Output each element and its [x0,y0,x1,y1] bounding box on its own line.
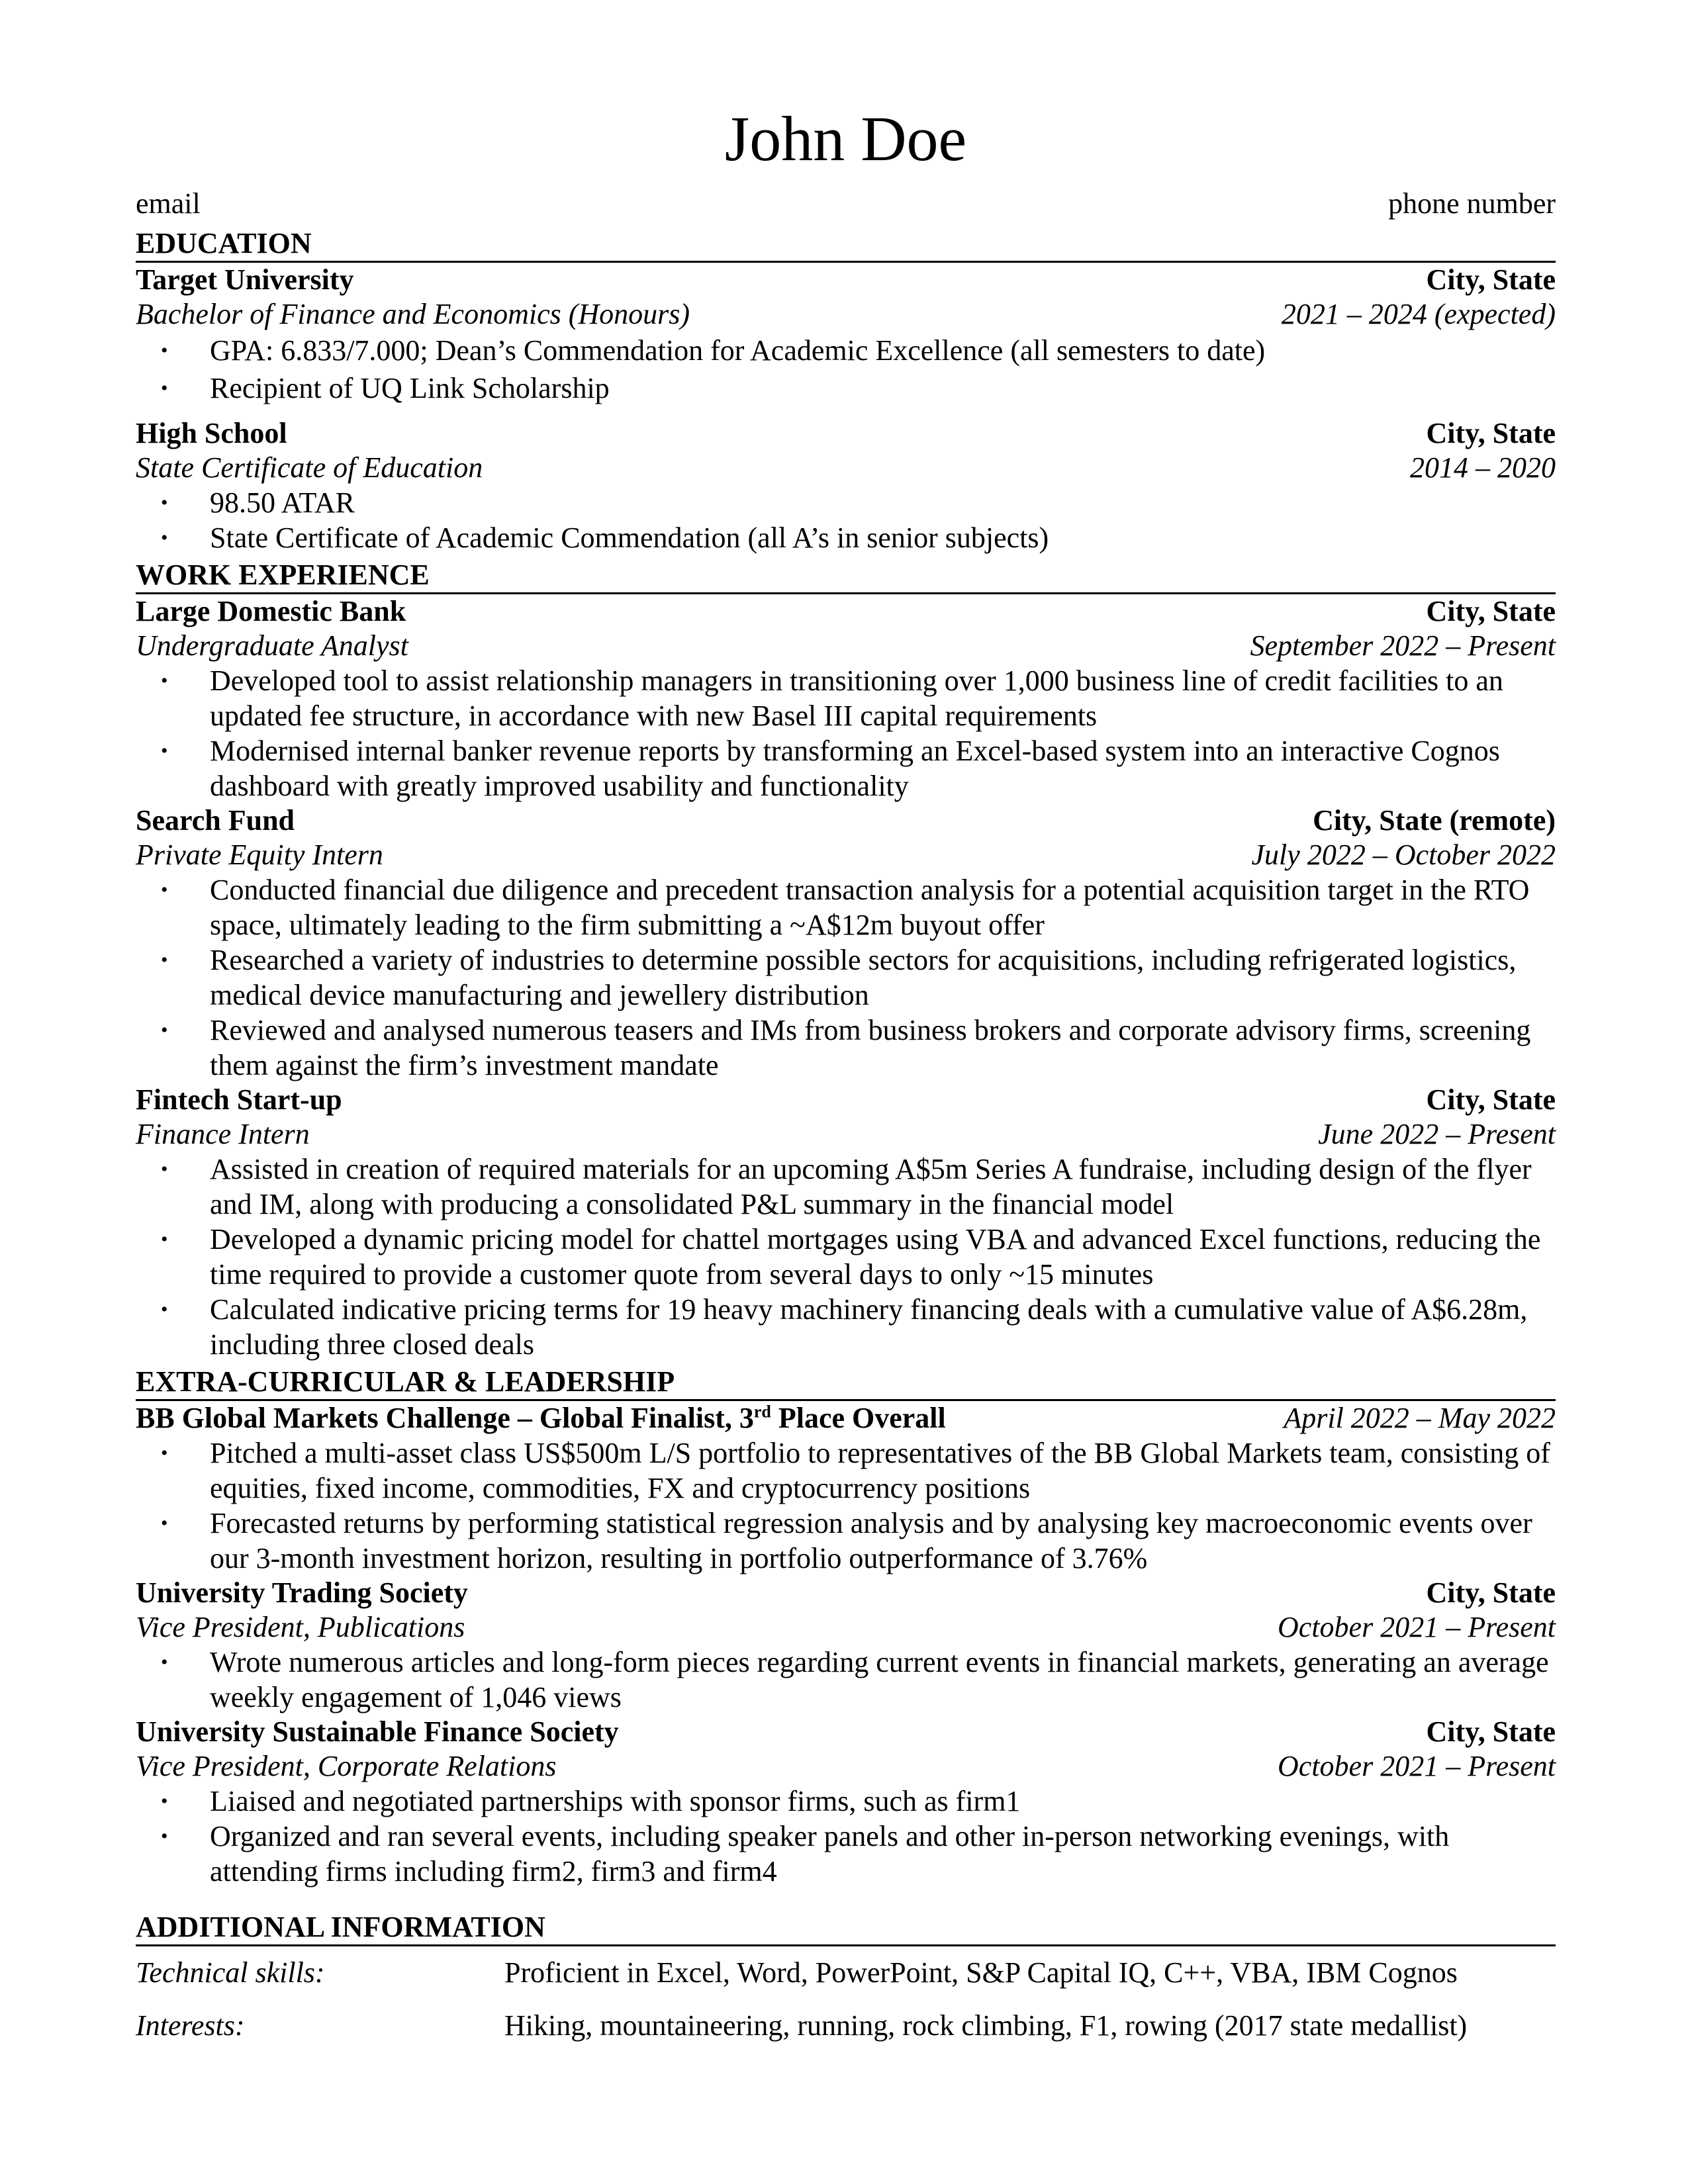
technical-skills-row [136,1946,1556,1999]
entry-location: City, State [1426,1576,1556,1609]
extra-entry-trading-society [136,1576,1556,1715]
entry-org: High School [136,417,287,449]
entry-location: City, State [1426,595,1556,627]
bullet-item: • Conducted financial due diligence and precedent transaction analysis for a potential acquisition target in the RTO space, ultimately leading to the firm submitting a ~A$12m buyout offer [136,872,1556,942]
bullet-item: • Developed a dynamic pricing model for chattel mortgages using VBA and advanced Excel functions, reducing the time required to provide a customer quote from several days to only ~15 minutes [136,1222,1556,1292]
bullet-item: • 98.50 ATAR [136,485,1556,520]
entry-location: City, State [1426,417,1556,449]
contact-row [136,184,1556,224]
bullet-item: • Organized and ran several events, including speaker panels and other in-person networking evenings, with attending firms including firm2, firm3 and firm4 [136,1819,1556,1889]
bullet-item: • Wrote numerous articles and long-form pieces regarding current events in financial markets, generating an average weekly engagement of 1,046 views [136,1645,1556,1715]
bullet-item: • Recipient of UQ Link Scholarship [136,369,1556,407]
bullet-item: • Modernised internal banker revenue reports by transforming an Excel-based system into an interactive Cognos dashboard with greatly improved usability and functionality [136,733,1556,803]
work-entry-search-fund [136,803,1556,1083]
entry-org: University Sustainable Finance Society [136,1715,619,1748]
extra-entry-sustainable-finance [136,1715,1556,1889]
entry-location: City, State [1426,1715,1556,1748]
bullet-item: • Pitched a multi-asset class US$500m L/S portfolio to representatives of the BB Global Markets team, consisting of equities, fixed income, commodities, FX and cryptocurrency positions [136,1435,1556,1506]
entry-dates: October 2021 – Present [1278,1611,1556,1643]
section-education-heading: EDUCATION [136,226,1556,263]
education-entry-high-school [136,416,1556,555]
entry-org: Target University [136,263,354,296]
entry-dates: July 2022 – October 2022 [1251,839,1556,871]
entry-location: City, State (remote) [1313,804,1556,837]
bullet-item: • Researched a variety of industries to determine possible sectors for acquisitions, including refrigerated logistics, medical device manufacturing and jewellery distribution [136,942,1556,1013]
entry-org: University Trading Society [136,1576,468,1609]
entry-dates: April 2022 – May 2022 [1284,1402,1556,1434]
info-value: Hiking, mountaineering, running, rock climbing, F1, rowing (2017 state medallist) [504,2009,1468,2042]
entry-title: Vice President, Corporate Relations [136,1750,557,1782]
bullet-item: • Reviewed and analysed numerous teasers and IMs from business brokers and corporate advisory firms, screening them against the firm’s investment mandate [136,1013,1556,1083]
entry-title: Finance Intern [136,1118,310,1150]
entry-org: Large Domestic Bank [136,595,406,627]
entry-location: City, State [1426,1083,1556,1116]
interests-row [136,1999,1556,2052]
entry-title: Vice President, Publications [136,1611,465,1643]
bullet-item: • Forecasted returns by performing statistical regression analysis and by analysing key macroeconomic events over our 3-month investment horizon, resulting in portfolio outperformance of 3.76% [136,1506,1556,1576]
work-entry-bank [136,594,1556,803]
phone-text: phone number [1388,187,1556,220]
bullet-item: • Assisted in creation of required materials for an upcoming A$5m Series A fundraise, including design of the flyer and IM, along with producing a consolidated P&L summary in the financial model [136,1152,1556,1222]
entry-org: BB Global Markets Challenge – Global Finalist, 3rd Place Overall [136,1402,946,1434]
entry-title: Bachelor of Finance and Economics (Honours) [136,298,690,330]
entry-location: City, State [1426,263,1556,296]
entry-dates: 2021 – 2024 (expected) [1281,298,1556,330]
entry-org: Search Fund [136,804,295,837]
bullet-item: • Calculated indicative pricing terms for 19 heavy machinery financing deals with a cumulative value of A$6.28m, including three closed deals [136,1292,1556,1362]
bullet-item: • Liaised and negotiated partnerships with sponsor firms, such as firm1 [136,1784,1556,1819]
entry-dates: October 2021 – Present [1278,1750,1556,1782]
bullet-item: • State Certificate of Academic Commendation (all A’s in senior subjects) [136,520,1556,555]
resume-page [136,99,1556,2052]
bullet-item: • Developed tool to assist relationship managers in transitioning over 1,000 business line of credit facilities to an updated fee structure, in accordance with new Basel III capital requirements [136,663,1556,733]
info-value: Proficient in Excel, Word, PowerPoint, S&P Capital IQ, C++, VBA, IBM Cognos [504,1956,1458,1989]
entry-title: Private Equity Intern [136,839,383,871]
extra-entry-bb-challenge [136,1401,1556,1576]
section-additional-heading: ADDITIONAL INFORMATION [136,1910,1556,1946]
section-extracurricular-heading: EXTRA-CURRICULAR & LEADERSHIP [136,1365,1556,1401]
entry-dates: June 2022 – Present [1318,1118,1556,1150]
work-entry-fintech [136,1083,1556,1362]
entry-title: Undergraduate Analyst [136,629,408,662]
entry-dates: September 2022 – Present [1250,629,1556,662]
candidate-name: John Doe [724,103,967,174]
entry-title: State Certificate of Education [136,451,483,484]
education-entry-university [136,263,1556,407]
info-label: Technical skills: [136,1956,325,1989]
bullet-item: • GPA: 6.833/7.000; Dean’s Commendation for Academic Excellence (all semesters to date) [136,332,1556,369]
email-text: email [136,187,201,220]
section-work-heading: WORK EXPERIENCE [136,558,1556,594]
entry-org: Fintech Start-up [136,1083,342,1116]
info-label: Interests: [136,2009,245,2042]
entry-dates: 2014 – 2020 [1410,451,1556,484]
